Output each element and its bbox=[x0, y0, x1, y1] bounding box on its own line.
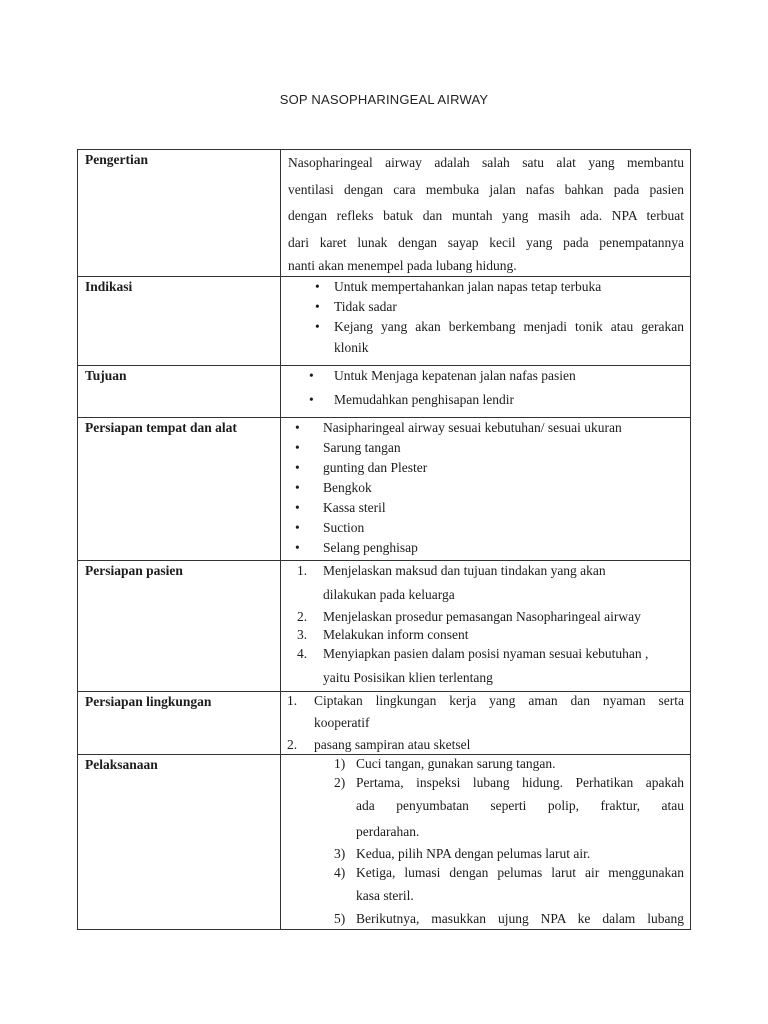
row-label: Persiapan pasien bbox=[78, 561, 281, 692]
row-content bbox=[281, 755, 691, 930]
list-item-text: Memudahkan penghisapan lendir bbox=[334, 392, 514, 407]
bullet-icon: • bbox=[315, 319, 320, 334]
list-item bbox=[281, 909, 684, 929]
row-pelaksanaan bbox=[78, 755, 691, 930]
list-item-text: Tidak sadar bbox=[334, 299, 397, 314]
row-persiapan-lingkungan bbox=[78, 692, 691, 755]
row-pengertian bbox=[78, 150, 691, 277]
list-item-continuation bbox=[281, 710, 684, 736]
row-content bbox=[281, 418, 691, 561]
row-label: Persiapan tempat dan alat bbox=[78, 418, 281, 561]
list-number: 3) bbox=[334, 846, 346, 861]
bullet-icon: • bbox=[295, 460, 300, 475]
list-item-text: Selang penghisap bbox=[323, 540, 418, 555]
list-item-text: kooperatif bbox=[314, 715, 370, 730]
list-item-text: Nasipharingeal airway sesuai kebutuhan/ sesuai ukuran bbox=[323, 420, 622, 435]
list-item bbox=[281, 755, 684, 773]
list-item bbox=[281, 538, 684, 558]
list-number: 4) bbox=[334, 865, 346, 880]
list-item-text: Kassa steril bbox=[323, 500, 386, 515]
list-item bbox=[281, 385, 684, 414]
row-persiapan-pasien bbox=[78, 561, 691, 692]
list-item bbox=[281, 692, 684, 710]
document-title: SOP NASOPHARINGEAL AIRWAY bbox=[279, 92, 489, 107]
list-item-continuation bbox=[281, 334, 684, 361]
list-item-text: dilakukan pada keluarga bbox=[323, 587, 455, 602]
list-item bbox=[281, 366, 684, 386]
list-item-text: Bengkok bbox=[323, 480, 372, 495]
list-item-text: Kedua, pilih NPA dengan pelumas larut air. bbox=[356, 846, 591, 861]
list-number: 2) bbox=[334, 775, 346, 790]
list-item bbox=[281, 736, 684, 754]
list-item bbox=[281, 297, 684, 317]
row-label: Indikasi bbox=[78, 277, 281, 366]
bullet-icon: • bbox=[309, 368, 314, 383]
list-item bbox=[281, 418, 684, 438]
list-item-text: Melakukan inform consent bbox=[323, 627, 469, 642]
bullet-icon: • bbox=[295, 540, 300, 555]
list-number: 5) bbox=[334, 911, 346, 926]
list-item bbox=[281, 277, 684, 297]
list-item-text: Berikutnya, masukkan ujung NPA ke dalam lubang bbox=[356, 911, 684, 926]
list-item bbox=[281, 773, 684, 793]
list-item-text: Ciptakan lingkungan kerja yang aman dan nyaman serta bbox=[314, 693, 684, 708]
bullet-icon: • bbox=[295, 440, 300, 455]
list-number: 4. bbox=[297, 646, 308, 661]
list-item-text: Menyiapkan pasien dalam posisi nyaman sesuai kebutuhan , bbox=[323, 646, 649, 661]
list-item-continuation bbox=[281, 793, 684, 819]
list-item bbox=[281, 626, 684, 644]
list-item bbox=[281, 478, 684, 498]
list-number: 3. bbox=[297, 627, 308, 642]
definition-line: dari karet lunak dengan sayap kecil yang pada penempatannya bbox=[288, 234, 684, 250]
definition-line: nanti akan menempel pada lubang hidung. bbox=[288, 258, 517, 273]
row-label: Persiapan lingkungan bbox=[78, 692, 281, 755]
bullet-icon: • bbox=[315, 279, 320, 294]
row-content bbox=[281, 150, 691, 277]
list-number: 2. bbox=[287, 737, 298, 752]
row-indikasi bbox=[78, 277, 691, 366]
list-item-text: Pertama, inspeksi lubang hidung. Perhatikan apakah bbox=[356, 775, 684, 790]
list-item-text: Cuci tangan, gunakan sarung tangan. bbox=[356, 756, 556, 771]
list-item bbox=[281, 458, 684, 478]
list-item-text: yaitu Posisikan klien terlentang bbox=[323, 670, 493, 685]
list-item bbox=[281, 863, 684, 883]
list-item-text: kasa steril. bbox=[356, 888, 414, 903]
list-item bbox=[281, 644, 684, 664]
row-content bbox=[281, 692, 691, 755]
sop-table bbox=[77, 149, 691, 930]
row-content bbox=[281, 277, 691, 366]
list-item-text: perdarahan. bbox=[356, 824, 420, 839]
list-item bbox=[281, 608, 684, 626]
list-item-text: klonik bbox=[334, 340, 369, 355]
bullet-icon: • bbox=[295, 520, 300, 535]
list-item-continuation bbox=[281, 664, 684, 691]
list-item bbox=[281, 845, 684, 863]
list-item bbox=[281, 498, 684, 518]
definition-line: Nasopharingeal airway adalah salah satu alat yang membantu bbox=[288, 155, 684, 170]
definition-line: ventilasi dengan cara membuka jalan nafas bahkan pada pasien bbox=[288, 181, 684, 197]
list-item-continuation bbox=[281, 581, 684, 608]
list-number: 1. bbox=[287, 693, 298, 708]
bullet-icon: • bbox=[295, 420, 300, 435]
list-item-continuation bbox=[281, 819, 684, 845]
list-item-text: ada penyumbatan seperti polip, fraktur, atau bbox=[356, 798, 684, 813]
bullet-icon: • bbox=[295, 480, 300, 495]
row-persiapan-alat bbox=[78, 418, 691, 561]
row-content bbox=[281, 366, 691, 418]
list-item bbox=[281, 518, 684, 538]
row-label: Pelaksanaan bbox=[78, 755, 281, 930]
list-number: 1. bbox=[297, 563, 308, 578]
row-label: Tujuan bbox=[78, 366, 281, 418]
list-item-text: Ketiga, lumasi dengan pelumas larut air menggunakan bbox=[356, 865, 684, 880]
list-item-text: Suction bbox=[323, 520, 365, 535]
list-item-text: Menjelaskan maksud dan tujuan tindakan yang akan bbox=[323, 563, 606, 578]
bullet-icon: • bbox=[315, 299, 320, 314]
list-item-text: pasang sampiran atau sketsel bbox=[314, 737, 471, 752]
bullet-icon: • bbox=[309, 392, 314, 407]
list-item-text: gunting dan Plester bbox=[323, 460, 428, 475]
definition-line: dengan refleks batuk dan muntah yang masih ada. NPA terbuat bbox=[288, 208, 684, 223]
list-item-text: Kejang yang akan berkembang menjadi tonik atau gerakan bbox=[334, 319, 684, 334]
row-content bbox=[281, 561, 691, 692]
list-number: 1) bbox=[334, 756, 346, 771]
row-tujuan bbox=[78, 366, 691, 418]
list-item-text: Sarung tangan bbox=[323, 440, 401, 455]
list-item bbox=[281, 438, 684, 458]
row-label: Pengertian bbox=[78, 150, 281, 277]
list-item-text: Menjelaskan prosedur pemasangan Nasopharingeal airway bbox=[323, 609, 641, 624]
list-number: 2. bbox=[297, 609, 308, 624]
list-item-text: Untuk mempertahankan jalan napas tetap terbuka bbox=[334, 279, 602, 294]
list-item-continuation bbox=[281, 883, 684, 909]
list-item-text: Untuk Menjaga kepatenan jalan nafas pasien bbox=[334, 368, 576, 383]
bullet-icon: • bbox=[295, 500, 300, 515]
list-item bbox=[281, 561, 684, 581]
